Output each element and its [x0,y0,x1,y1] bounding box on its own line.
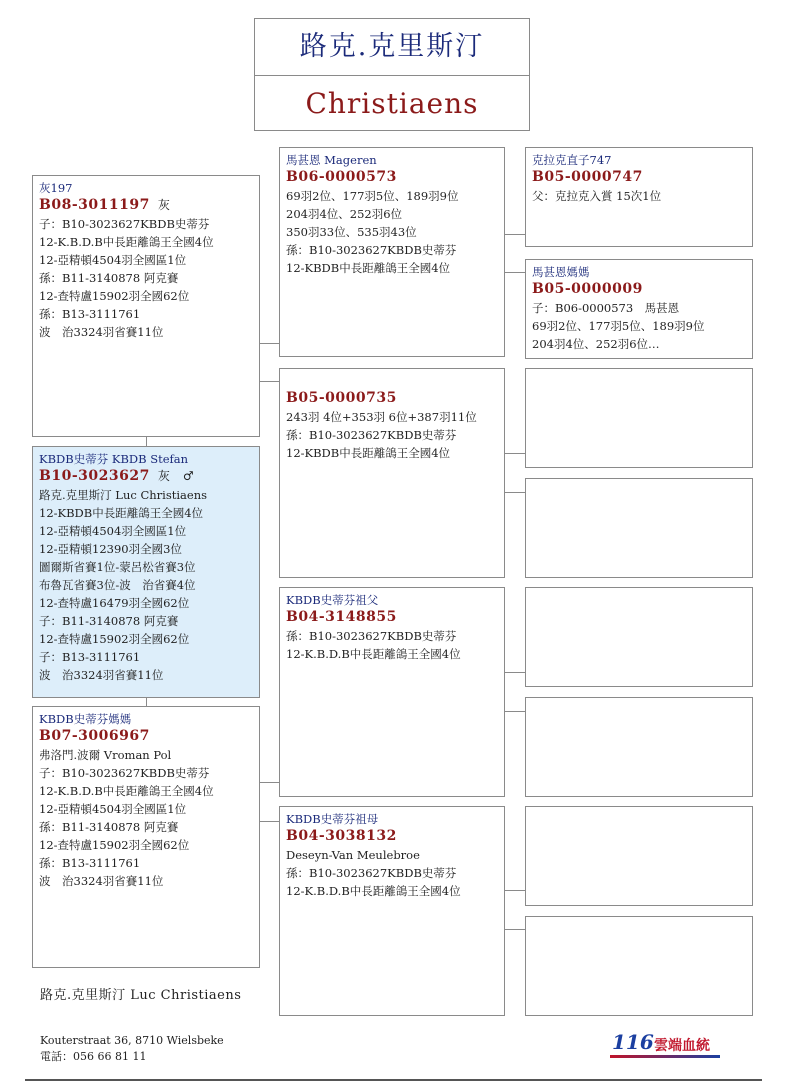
ssd-ring-number: B05-0000009 [532,281,643,297]
empty-ancestor-card[interactable] [525,478,753,578]
sire-card[interactable] [32,175,260,437]
sire-sire-card[interactable] [279,147,505,357]
sire-ring-number: B08-3011197 [39,197,150,213]
sire-sire-ring-number: B06-0000573 [286,169,397,185]
sire-dam-caption [286,373,498,389]
connector [146,437,147,446]
dam-sire-ring-number: B04-3148855 [286,609,397,625]
ssd-line: 69羽2位、177羽5位、189羽9位 [532,319,705,333]
sire-dam-card[interactable] [279,368,505,578]
subject-line: 布魯瓦省賽3位-波 治省賽4位 [39,578,196,592]
dam-line: 12-K.B.D.B中長距離鴿王全國4位 [39,784,214,798]
dam-dam-ring-number: B04-3038132 [286,828,397,844]
empty-ancestor-card[interactable] [525,916,753,1016]
dam-line: 12-查特盧15902羽全國62位 [39,838,190,852]
dam-line: 12-亞精頓4504羽全國區1位 [39,802,187,816]
pedigree-header [254,18,530,131]
sire-dam-line: 243羽 4位+353羽 6位+387羽11位 [286,410,477,424]
title-english: Christiaens [305,87,479,120]
dam-ring-number: B07-3006967 [39,728,150,744]
connector [259,381,279,382]
subject-line: 12-查特盧15902羽全國62位 [39,632,190,646]
owner-contact [40,1033,224,1065]
connector [505,711,525,712]
subject-line: 12-KBDB中長距離鴿王全國4位 [39,506,204,520]
sire-line: 波 治3324羽省賽11位 [39,325,164,339]
logo-text: 雲端血統 [654,1038,710,1054]
subject-color-sex: 灰 ♂ [157,469,195,483]
title-chinese: 路克.克里斯汀 [255,19,529,76]
subject-card[interactable] [32,446,260,698]
subject-caption: KBDB史蒂芬 KBDB Stefan [39,452,189,466]
bottom-divider [25,1079,762,1081]
empty-ancestor-card[interactable] [525,697,753,797]
sss-line: 父：克拉克入賞 15次1位 [532,189,662,203]
brand-logo [610,1030,730,1058]
connector [505,272,525,273]
ssd-caption: 馬甚恩媽媽 [532,265,590,279]
sire-sire-caption: 馬甚恩 Mageren [286,153,377,167]
subject-line: 波 治3324羽省賽11位 [39,668,164,682]
dam-sire-line: 12-K.B.D.B中長距離鴿王全國4位 [286,647,461,661]
empty-ancestor-card[interactable] [525,587,753,687]
subject-line: 12-亞精頓4504羽全國區1位 [39,524,187,538]
sire-sire-line: 69羽2位、177羽5位、189羽9位 [286,189,459,203]
logo-underline [610,1055,720,1058]
dam-dam-line: 12-K.B.D.B中長距離鴿王全國4位 [286,884,461,898]
dam-dam-line: Deseyn-Van Meulebroe [286,848,420,862]
subject-line: 路克.克里斯汀 Luc Christiaens [39,488,208,502]
sire-dam-line: 孫：B10-3023627KBDB史蒂芬 [286,428,457,442]
owner-address: Kouterstraat 36, 8710 Wielsbeke [40,1034,224,1047]
dam-line: 孫：B11-3140878 阿克賽 [39,820,179,834]
connector [505,234,525,235]
empty-ancestor-card[interactable] [525,368,753,468]
connector [505,672,525,673]
dam-card[interactable] [32,706,260,968]
sire-line: 孫：B11-3140878 阿克賽 [39,271,179,285]
sire-line: 12-K.B.D.B中長距離鴿王全國4位 [39,235,214,249]
dam-sire-card[interactable] [279,587,505,797]
sire-color: 灰 [157,198,171,212]
subject-line: 12-查特盧16479羽全國62位 [39,596,190,610]
dam-dam-card[interactable] [279,806,505,1016]
dam-line: 孫：B13-3111761 [39,856,141,870]
sire-caption: 灰197 [39,181,73,195]
subject-ring-number: B10-3023627 [39,468,150,484]
dam-sire-line: 孫：B10-3023627KBDB史蒂芬 [286,629,457,643]
connector [259,821,279,822]
connector [505,492,525,493]
sire-sire-dam-card[interactable] [525,259,753,359]
sire-sire-sire-card[interactable] [525,147,753,247]
connector [505,929,525,930]
dam-dam-line: 孫：B10-3023627KBDB史蒂芬 [286,866,457,880]
ssd-line: 204羽4位、252羽6位… [532,337,660,351]
connector [505,890,525,891]
connector [259,343,279,344]
sire-sire-line: 204羽4位、252羽6位 [286,207,403,221]
sire-line: 孫：B13-3111761 [39,307,141,321]
dam-line: 弗洛門.波爾 Vroman Pol [39,748,172,762]
sire-sire-line: 孫：B10-3023627KBDB史蒂芬 [286,243,457,257]
subject-line: 子：B11-3140878 阿克賽 [39,614,179,628]
dam-line: 子：B10-3023627KBDB史蒂芬 [39,766,210,780]
sss-ring-number: B05-0000747 [532,169,643,185]
owner-phone: 電話：056 66 81 11 [40,1050,147,1063]
dam-caption: KBDB史蒂芬媽媽 [39,712,132,726]
ssd-line: 子：B06-0000573 馬甚恩 [532,301,680,315]
subject-line: 12-亞精頓12390羽全國3位 [39,542,182,556]
connector [505,453,525,454]
sire-dam-line: 12-KBDB中長距離鴿王全國4位 [286,446,451,460]
sire-dam-ring-number: B05-0000735 [286,390,397,406]
sss-caption: 克拉克直子747 [532,153,612,167]
sire-sire-line: 350羽33位、535羽43位 [286,225,417,239]
dam-sire-caption: KBDB史蒂芬祖父 [286,593,379,607]
sire-line: 12-查特盧15902羽全國62位 [39,289,190,303]
empty-ancestor-card[interactable] [525,806,753,906]
connector [146,698,147,706]
sire-sire-line: 12-KBDB中長距離鴿王全國4位 [286,261,451,275]
dam-dam-caption: KBDB史蒂芬祖母 [286,812,379,826]
logo-number: 116 [612,1030,654,1054]
subject-line: 子：B13-3111761 [39,650,141,664]
sire-line: 12-亞精頓4504羽全國區1位 [39,253,187,267]
owner-name: 路克.克里斯汀 Luc Christiaens [40,988,242,1003]
subject-line: 圖爾斯省賽1位-蒙呂松省賽3位 [39,560,196,574]
dam-line: 波 治3324羽省賽11位 [39,874,164,888]
connector [259,782,279,783]
sire-line: 子：B10-3023627KBDB史蒂芬 [39,217,210,231]
